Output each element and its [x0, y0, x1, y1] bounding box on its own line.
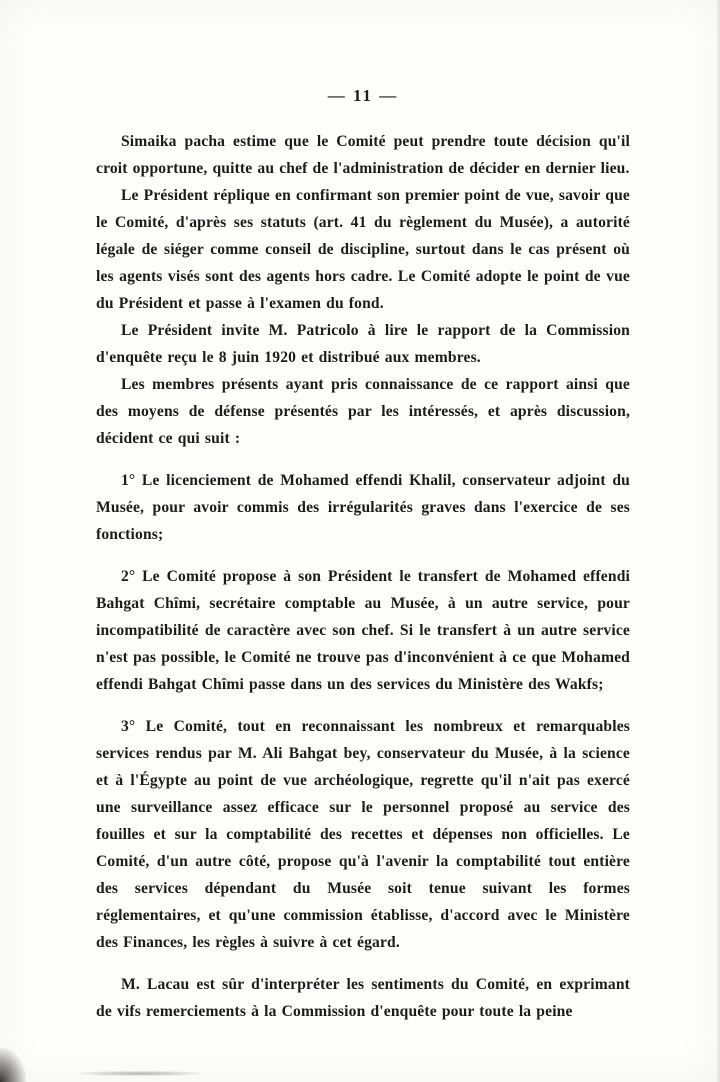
paragraph-members-decision-intro: Les membres présents ayant pris connaissance de ce rapport ainsi que des moyens de défense présentés par les intéressés, et après discussion, décident ce qui suit :	[96, 376, 630, 447]
paragraph-decision-1: 1° Le licenciement de Mohamed effendi Khalil, conservateur adjoint du Musée, pour avoir commis des irrégularités graves dans l'exercice de ses fonctions;	[96, 472, 630, 543]
scan-bottom-smudge	[80, 1071, 200, 1076]
scan-edge-shade	[716, 0, 720, 1082]
paragraph-lacau-thanks: M. Lacau est sûr d'interpréter les sentiments du Comité, en exprimant de vifs remerciements à la Commission d'enquête pour toute la peine	[96, 976, 630, 1020]
scan-corner-shadow	[0, 1048, 26, 1082]
paragraph-simaika-opinion: Simaika pacha estime que le Comité peut prendre toute décision qu'il croit opportune, quitte au chef de l'administration de décider en dernier lieu.	[96, 133, 630, 177]
paragraph-decision-3: 3° Le Comité, tout en reconnaissant les nombreux et remarquables services rendus par M. Ali Bahgat bey, conservateur du Musée, à la science et à l'Égypte au point de vue archéologique, regrette qu'il n'ait pas exercé une surveillance assez efficace sur le personnel proposé au service des fouilles et sur la comptabilité des recettes et dépenses non officielles. Le Comité, d'un autre côté, propose qu'à l'avenir la comptabilité tout entière des services dépendant du Musée soit tenue suivant les formes réglementaires, et qu'une commission établisse, d'accord avec le Ministère des Finances, les règles à suivre à cet égard.	[96, 718, 630, 951]
paragraph-president-invite: Le Président invite M. Patricolo à lire le rapport de la Commission d'enquête reçu le 8 juin 1920 et distribué aux membres.	[96, 322, 630, 366]
paragraph-decision-2: 2° Le Comité propose à son Président le transfert de Mohamed effendi Bahgat Chîmi, secrétaire comptable au Musée, à un autre service, pour incompatibilité de caractère avec son chef. Si le transfert à un autre service n'est pas possible, le Comité ne trouve pas d'inconvénient à ce que Mohamed effendi Bahgat Chîmi passe dans un des services du Ministère des Wakfs;	[96, 568, 630, 693]
paragraph-president-reply: Le Président réplique en confirmant son premier point de vue, savoir que le Comité, d'après ses statuts (art. 41 du règlement du Musée), a autorité légale de siéger comme conseil de discipline, surtout dans le cas présent où les agents visés sont des agents hors cadre. Le Comité adopte le point de vue du Président et passe à l'examen du fond.	[96, 187, 630, 312]
page-number: — 11 —	[327, 86, 399, 105]
